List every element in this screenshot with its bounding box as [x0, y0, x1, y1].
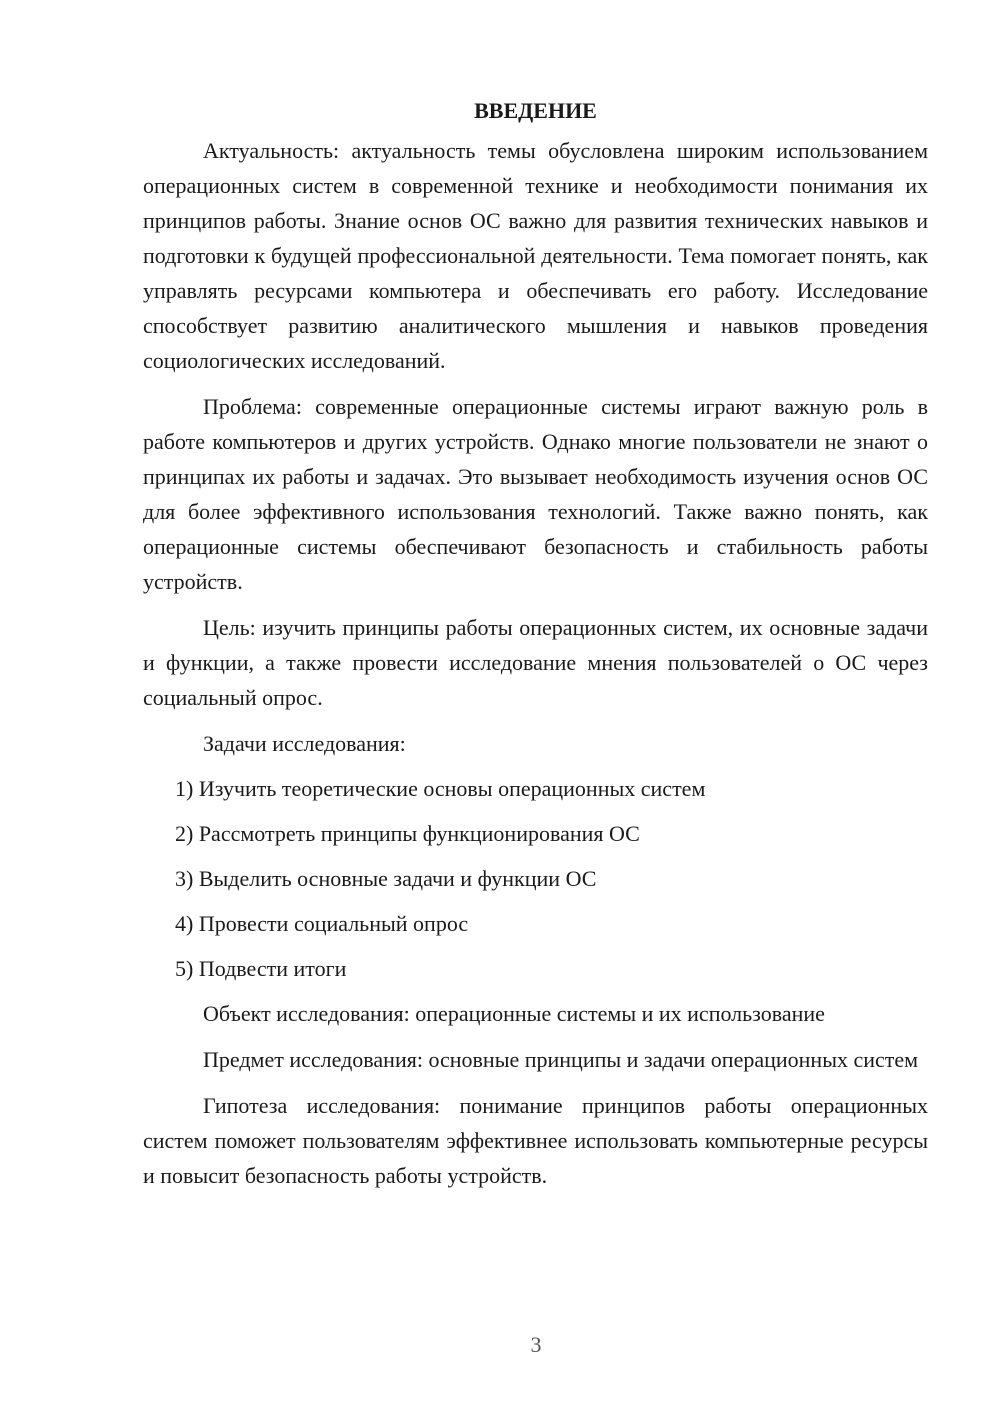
list-item: 3) Выделить основные задачи и функции ОС	[175, 866, 597, 891]
document-body	[143, 96, 928, 1193]
hypothesis-paragraph: Гипотеза исследования: понимание принципов работы операционных систем поможет пользователям эффективнее использовать компьютерные ресурсы и повысит безопасность работы устройств.	[143, 1093, 928, 1188]
subject-paragraph: Предмет исследования: основные принципы и задачи операционных систем	[203, 1047, 919, 1072]
problem-paragraph: Проблема: современные операционные системы играют важную роль в работе компьютеров и других устройств. Однако многие пользователи не знают о принципах их работы и задачах. Это вызывает необходимость изучения основ ОС для более эффективного использования технологий. Также важно понять, как операционные системы обеспечивают безопасность и стабильность работы устройств.	[143, 394, 928, 594]
object-paragraph: Объект исследования: операционные системы и их использование	[203, 1001, 825, 1026]
list-item: 1) Изучить теоретические основы операционных систем	[175, 776, 706, 801]
page-number: 3	[530, 1332, 542, 1357]
goal-paragraph: Цель: изучить принципы работы операционных систем, их основные задачи и функции, а также провести исследование мнения пользователей о ОС через социальный опрос.	[143, 615, 928, 710]
page-title: ВВЕДЕНИЕ	[474, 98, 597, 123]
relevance-paragraph: Актуальность: актуальность темы обусловлена широким использованием операционных систем в современной технике и необходимости понимания их принципов работы. Знание основ ОС важно для развития технических навыков и подготовки к будущей профессиональной деятельности. Тема помогает понять, как управлять ресурсами компьютера и обеспечивать его работу. Исследование способствует развитию аналитического мышления и навыков проведения социологических исследований.	[143, 138, 928, 373]
list-item: 2) Рассмотреть принципы функционирования ОС	[175, 821, 640, 846]
tasks-heading: Задачи исследования:	[203, 731, 406, 756]
tasks-list	[143, 771, 928, 986]
list-item: 4) Провести социальный опрос	[175, 911, 469, 936]
list-item: 5) Подвести итоги	[175, 956, 347, 981]
